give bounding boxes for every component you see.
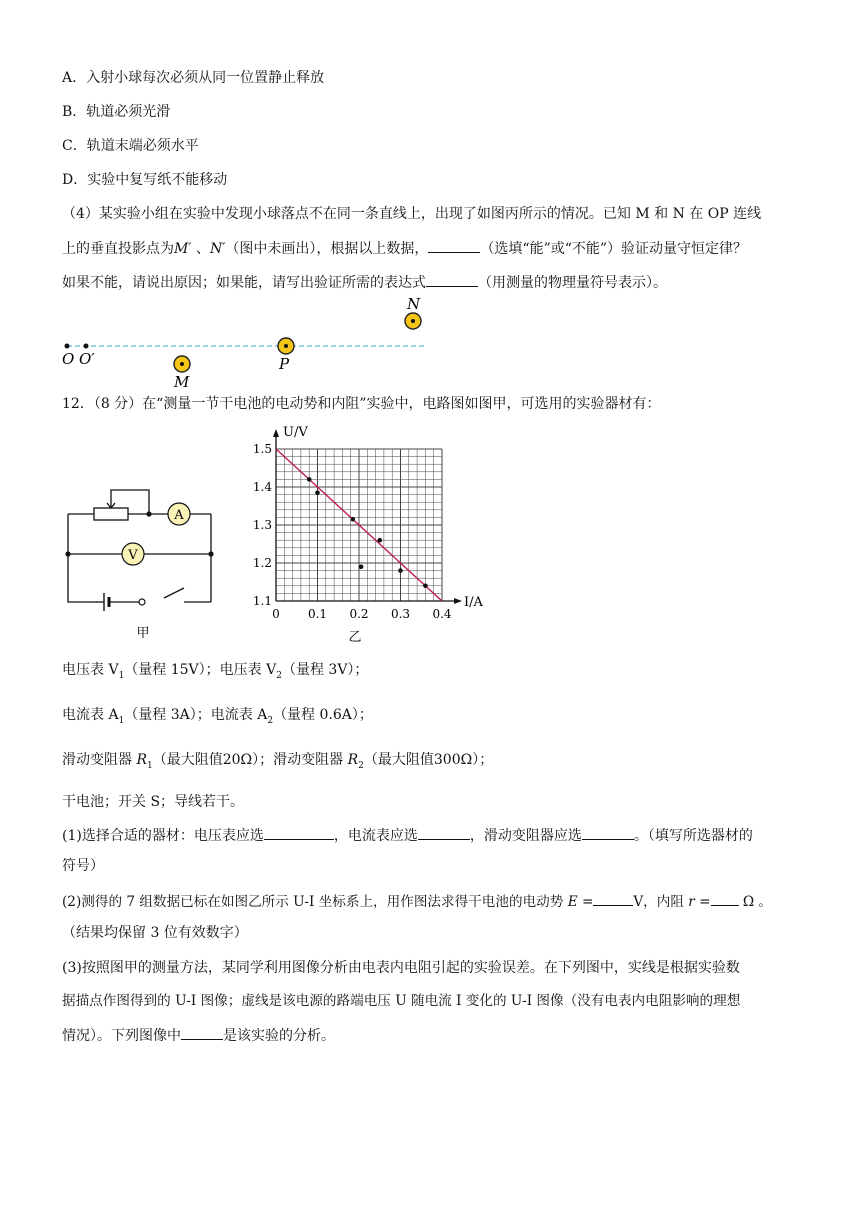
y-tick-label: 1.2 bbox=[252, 556, 272, 570]
rheostat-1-label: 滑动变阻器 bbox=[62, 752, 137, 768]
junction-dot bbox=[208, 551, 213, 556]
data-point bbox=[377, 538, 382, 543]
point-o bbox=[65, 344, 70, 349]
rheostat-2-label: （最大阻值20Ω）；滑动变阻器 bbox=[152, 752, 348, 768]
data-point bbox=[398, 568, 403, 573]
answer-blank[interactable] bbox=[181, 1025, 223, 1040]
junction-dot bbox=[65, 551, 70, 556]
q4-line3b: （用测量的物理量符号表示）。 bbox=[478, 275, 667, 291]
answer-blank[interactable] bbox=[264, 825, 334, 840]
y-axis-label: U/V bbox=[283, 425, 308, 440]
answer-blank[interactable] bbox=[582, 825, 634, 840]
q4-line2b: （图中未画出），根据以上数据， bbox=[225, 241, 429, 257]
answer-blank[interactable] bbox=[426, 272, 478, 287]
ammeter-2-label: （量程 3A）；电流表 A bbox=[124, 707, 268, 723]
y-tick-label: 1.1 bbox=[252, 594, 272, 608]
q4-line1: （4）某实验小组在实验中发现小球落点不在同一条直线上，出现了如图丙所示的情况。已知 M 和 N 在 OP 连线 bbox=[62, 206, 762, 222]
n-prime-symbol: N′ bbox=[209, 241, 226, 257]
part2-line1 bbox=[62, 891, 772, 912]
y-tick-label: 1.4 bbox=[252, 480, 272, 494]
x-axis-label: I/A bbox=[464, 595, 483, 610]
option-d: D．实验中复写纸不能移动 bbox=[62, 172, 228, 188]
part3-line1: (3)按照图甲的测量方法，某同学利用图像分析由电表内电阻引起的实验误差。在下列图中，实线是根据实验数 bbox=[62, 960, 740, 976]
subscript: 1 bbox=[118, 670, 125, 681]
ball-n bbox=[405, 313, 421, 329]
y-axis-arrow bbox=[273, 429, 279, 437]
rheostat-2-range: （最大阻值300Ω）； bbox=[363, 752, 494, 768]
option-c: C．轨道末端必须水平 bbox=[62, 138, 199, 154]
label-p: P bbox=[279, 355, 290, 373]
part3-text: 是该实验的分析。 bbox=[223, 1028, 335, 1044]
point-o-prime bbox=[84, 344, 89, 349]
rheostat-options bbox=[62, 750, 493, 776]
voltmeter-symbol bbox=[122, 543, 144, 565]
part1-text: ，电流表应选 bbox=[333, 828, 418, 844]
q4-line3a: 如果不能，请说出原因；如果能，请写出验证所需的表达式 bbox=[62, 275, 426, 291]
q12-intro: 12．（8 分）在“测量一节干电池的电动势和内阻”实验中，电路图如图甲，可选用的实验器材有： bbox=[62, 396, 661, 412]
part2-text: Ω 。 bbox=[742, 894, 773, 910]
subscript: 1 bbox=[118, 715, 125, 726]
data-point bbox=[350, 517, 355, 522]
q4-line2a: 上的垂直投影点为 bbox=[62, 241, 174, 257]
circuit-caption: 甲 bbox=[136, 626, 150, 641]
voltmeter-options bbox=[62, 660, 368, 686]
part3-line2: 据描点作图得到的 U-I 图像；虚线是该电源的路端电压 U 随电流 I 变化的 U-I 图像（没有电表内电阻影响的理想 bbox=[62, 993, 741, 1009]
q4-line3 bbox=[62, 272, 667, 293]
data-point bbox=[307, 477, 312, 482]
x-axis-arrow bbox=[454, 598, 462, 604]
answer-blank[interactable] bbox=[418, 825, 470, 840]
ball-m bbox=[174, 356, 190, 372]
part1-line2: 符号） bbox=[62, 858, 104, 874]
y-tick-label: 1.3 bbox=[252, 518, 272, 532]
data-point bbox=[423, 584, 428, 589]
voltmeter-2-label: （量程 15V）；电压表 V bbox=[124, 662, 277, 678]
part1-text: 。（填写所选器材的 bbox=[633, 828, 753, 844]
subscript: 1 bbox=[147, 760, 153, 771]
label-n: N bbox=[407, 295, 421, 313]
data-point bbox=[359, 565, 364, 570]
switch-contact bbox=[139, 599, 145, 605]
misc-equipment: 干电池；开关 S；导线若干。 bbox=[62, 794, 245, 810]
voltmeter-2-range: （量程 3V）； bbox=[281, 662, 369, 678]
q4-line2c: （选填“能”或“不能”）验证动量守恒定律？ bbox=[480, 241, 748, 257]
part2-line2: （结果均保留 3 位有效数字） bbox=[62, 925, 248, 941]
q4-line2 bbox=[62, 238, 747, 259]
part3-text: 情况）。下列图像中 bbox=[62, 1028, 181, 1044]
part2-text: V，内阻 bbox=[633, 894, 684, 910]
part1-text: ，滑动变阻器应选 bbox=[469, 828, 582, 844]
emf-symbol: E = bbox=[567, 894, 594, 910]
ammeter-2-range: （量程 0.6A）； bbox=[273, 707, 373, 723]
m-prime-symbol: M′ bbox=[174, 241, 192, 257]
answer-blank[interactable] bbox=[428, 238, 480, 253]
resistance-symbol: r = bbox=[688, 894, 711, 910]
ball-p bbox=[278, 338, 294, 354]
y-tick-label: 1.5 bbox=[252, 442, 272, 456]
label-o-prime: O′ bbox=[79, 350, 95, 368]
label-o: O bbox=[62, 350, 75, 368]
part2-text: (2)测得的 7 组数据已标在如图乙所示 U-I 坐标系上，用作图法求得干电池的电动势 bbox=[62, 894, 564, 910]
rheostat-symbol: R bbox=[136, 752, 147, 768]
part1-line1 bbox=[62, 825, 753, 846]
x-tick-label: 0.1 bbox=[307, 607, 328, 621]
figure-bing bbox=[55, 295, 445, 390]
x-tick-label: 0.4 bbox=[432, 607, 452, 621]
ui-chart bbox=[250, 420, 500, 648]
subscript: 2 bbox=[276, 670, 282, 681]
x-tick-label: 0.2 bbox=[349, 607, 369, 621]
svg-text:V: V bbox=[128, 548, 138, 563]
rheostat-symbol: R bbox=[347, 752, 359, 768]
x-tick-label: 0.3 bbox=[390, 607, 411, 621]
rheostat bbox=[94, 508, 128, 520]
q4-sep: 、 bbox=[191, 241, 210, 257]
part3-line3 bbox=[62, 1025, 335, 1046]
part1-text: (1)选择合适的器材：电压表应选 bbox=[62, 828, 264, 844]
ammeter-symbol bbox=[168, 503, 190, 525]
subscript: 2 bbox=[267, 715, 274, 726]
voltmeter-1-label: 电压表 V bbox=[62, 662, 119, 678]
ammeter-options bbox=[62, 705, 373, 731]
data-point bbox=[315, 490, 320, 495]
option-b: B．轨道必须光滑 bbox=[62, 104, 171, 120]
junction-dot bbox=[146, 511, 151, 516]
label-m: M bbox=[174, 373, 190, 390]
circuit-diagram bbox=[60, 478, 220, 643]
x-tick-label: 0 bbox=[272, 607, 280, 621]
subscript: 2 bbox=[358, 760, 364, 771]
answer-blank[interactable] bbox=[711, 891, 739, 906]
ammeter-1-label: 电流表 A bbox=[62, 707, 119, 723]
chart-caption: 乙 bbox=[348, 630, 362, 645]
svg-text:A: A bbox=[174, 508, 184, 523]
answer-blank[interactable] bbox=[593, 891, 633, 906]
option-a: A．入射小球每次必须从同一位置静止释放 bbox=[62, 70, 325, 86]
